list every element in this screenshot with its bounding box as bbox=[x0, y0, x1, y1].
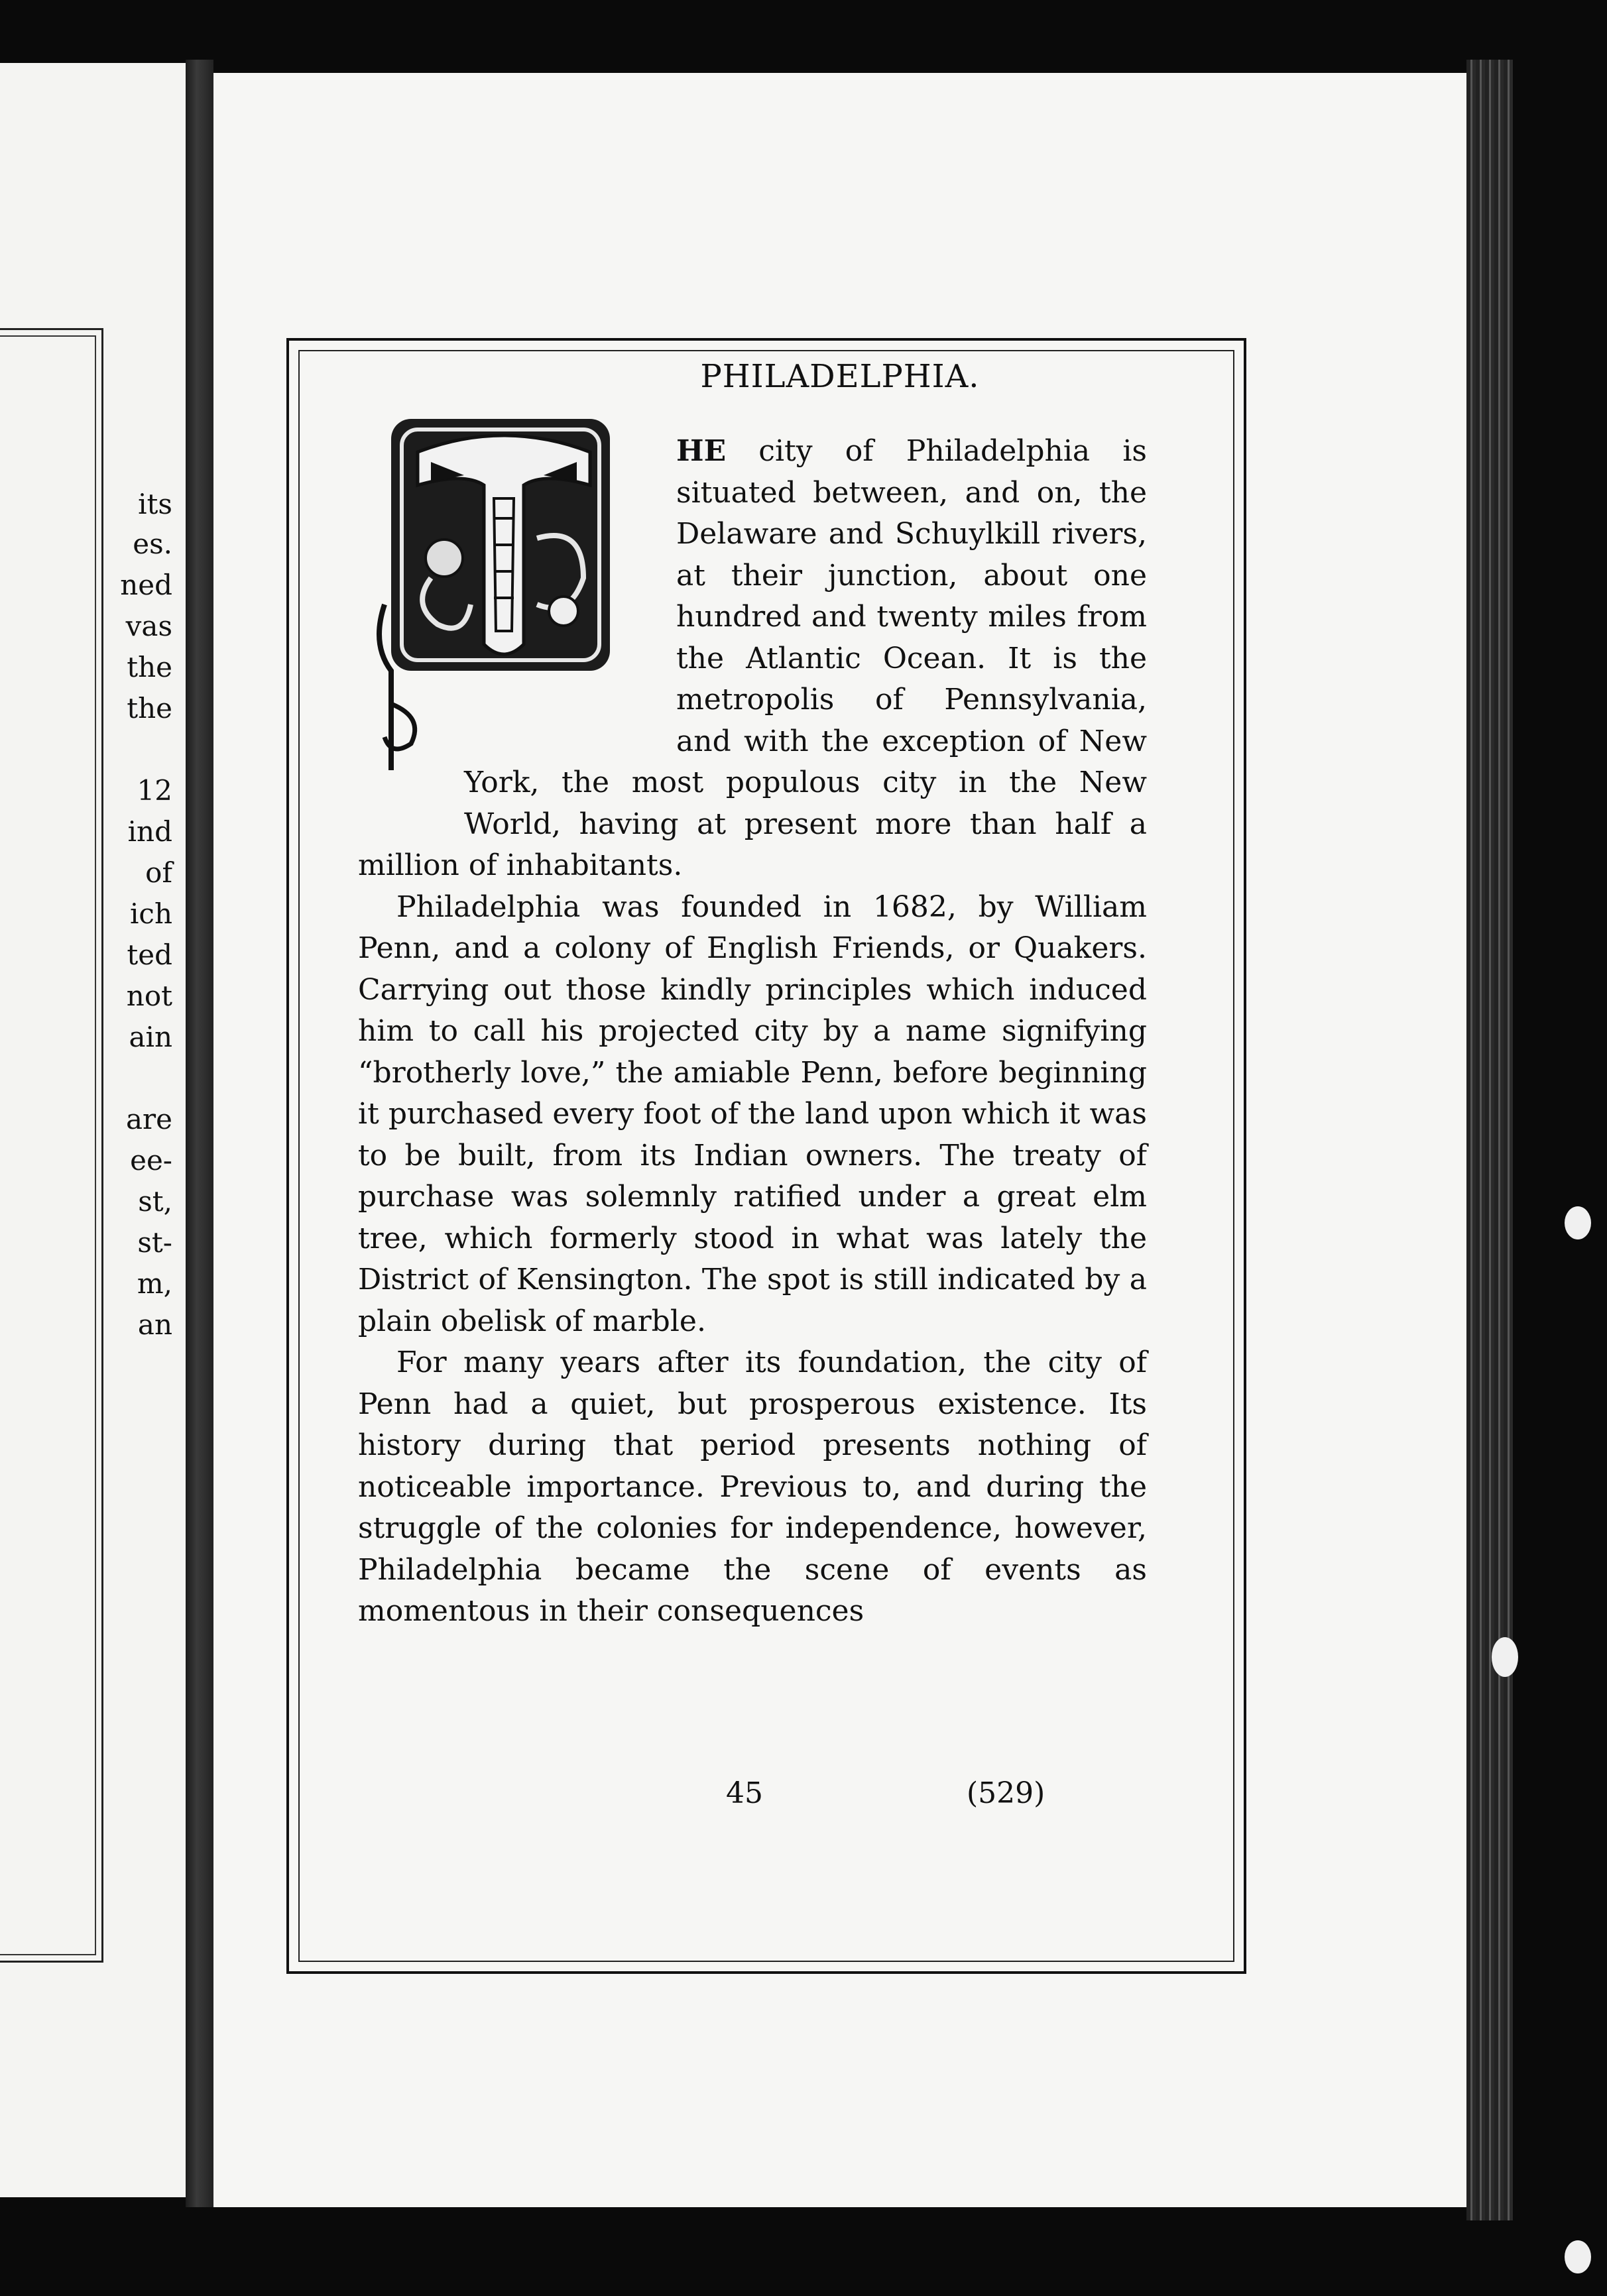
book-gutter bbox=[186, 60, 213, 2207]
page-edges bbox=[1466, 60, 1513, 2220]
dust-speck bbox=[1565, 2240, 1591, 2273]
left-page-line: an bbox=[137, 1308, 172, 1341]
left-page-line: the bbox=[127, 692, 172, 724]
paragraph-1: HE city of Philadelphia is situated between, and on, the Delaware and Schuylkill rivers, at their junction, about one hundred and twenty miles from the Atlantic Ocean. It is the metropolis of Pennsylvania, and with the exception of New York, the most populous city in the New World, having at present more than half a million of inhabitants. bbox=[358, 434, 1147, 882]
page-title: PHILADELPHIA. bbox=[700, 358, 980, 395]
left-page-line: m, bbox=[137, 1267, 172, 1300]
left-page-line: st, bbox=[138, 1185, 172, 1218]
paragraph-3: For many years after its foundation, the city of Penn had a quiet, but prosperous existence. Its history during that period presents nothing of noticeable importance. Previous to, and during the struggle of the colonies for independence, however, Philadelphia became the scene of events as momentous in their consequences bbox=[358, 1346, 1147, 1628]
left-page-line: its bbox=[138, 488, 172, 520]
left-facing-page bbox=[0, 63, 190, 2197]
dust-speck bbox=[1565, 1206, 1591, 1239]
left-page-line: ned bbox=[120, 569, 172, 601]
left-page-line: vas bbox=[125, 610, 172, 642]
left-page-line: are bbox=[126, 1103, 172, 1135]
left-page-line: es. bbox=[133, 528, 172, 560]
left-page-line: ind bbox=[127, 815, 172, 848]
left-page-line: ted bbox=[127, 939, 172, 971]
left-page-line: st- bbox=[137, 1226, 172, 1259]
page-number: 45 bbox=[726, 1776, 763, 1810]
left-page-line: of bbox=[145, 856, 172, 889]
body-text bbox=[358, 431, 1147, 1633]
left-page-frame bbox=[0, 328, 103, 1963]
paragraph-2: Philadelphia was founded in 1682, by William Penn, and a colony of English Friends, or Quakers. Carrying out those kindly principles which induced him to call his projected city by a name signifying “brotherly love,” the amiable Penn, before beginning it purchased every foot of the land upon which it was to be built, from its Indian owners. The treaty of purchase was solemnly ratified under a great elm tree, which formerly stood in what was lately the District of Kensington. The spot is still indicated by a plain obelisk of marble. bbox=[358, 890, 1147, 1338]
dust-speck bbox=[1492, 1637, 1518, 1677]
left-page-line: the bbox=[127, 651, 172, 683]
left-page-line: ain bbox=[129, 1021, 172, 1053]
left-page-line: not bbox=[126, 980, 172, 1012]
left-page-line: ich bbox=[129, 897, 172, 930]
left-page-line: 12 bbox=[137, 774, 172, 807]
sequence-number: (529) bbox=[967, 1776, 1045, 1810]
left-page-line: ee- bbox=[130, 1144, 172, 1177]
